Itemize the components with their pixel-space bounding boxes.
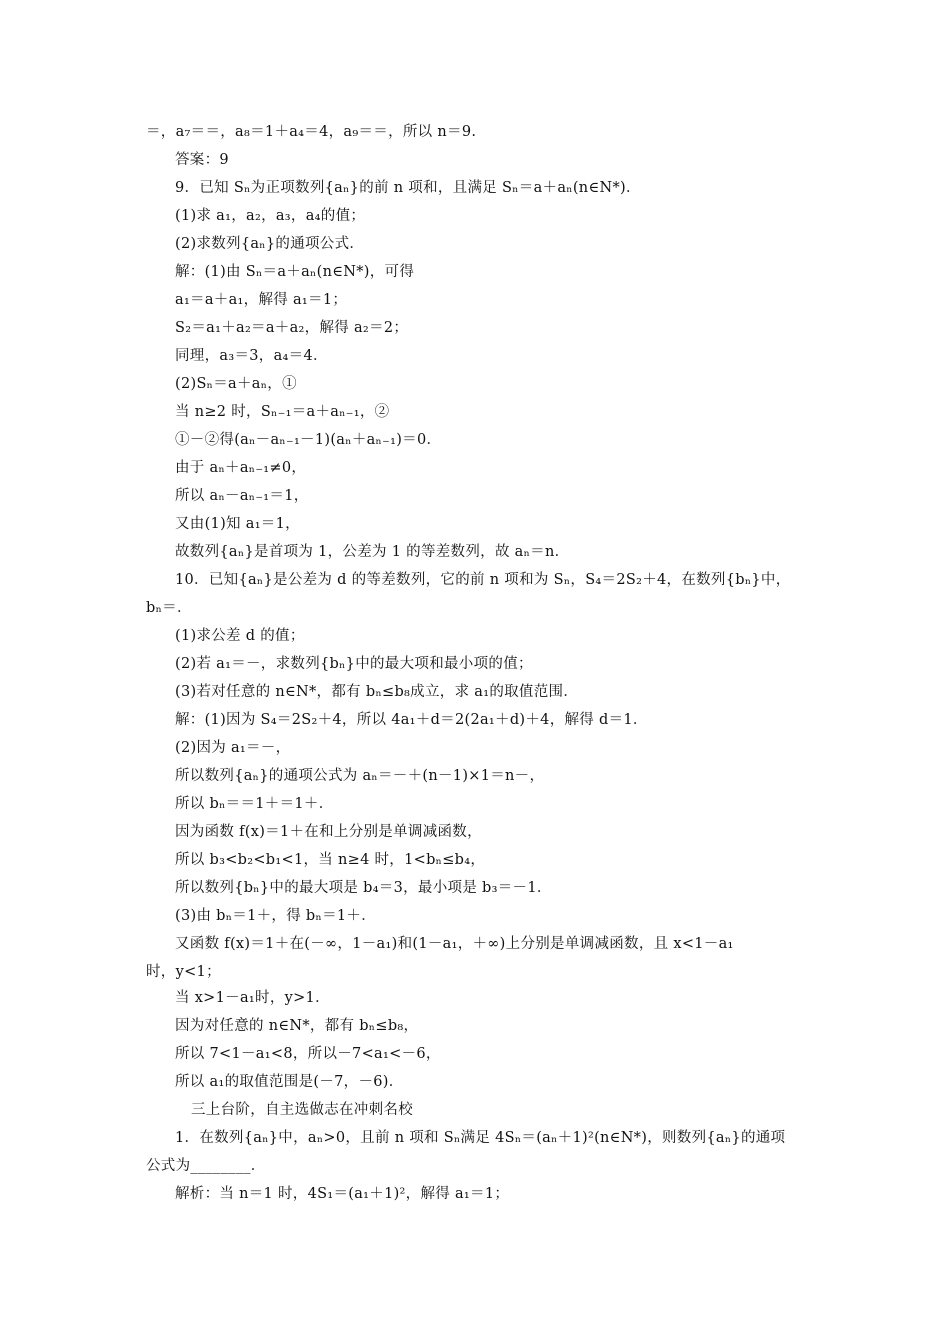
text-line: 又函数 f(x)＝1＋在(－∞，1－a₁)和(1－a₁，＋∞)上分别是单调减函数，且 x<1－a₁ bbox=[175, 936, 734, 952]
text-line: 因为对任意的 n∈N*，都有 bₙ≤b₈， bbox=[175, 1018, 419, 1034]
text-line: S₂＝a₁＋a₂＝a＋a₂，解得 a₂＝2； bbox=[175, 320, 409, 336]
text-line: 答案：9 bbox=[175, 152, 229, 168]
text-line: 公式为________． bbox=[146, 1158, 266, 1174]
text-line: 同理，a₃＝3，a₄＝4． bbox=[175, 348, 328, 364]
section-heading: 所以 a₁的取值范围是(－7，－6)． bbox=[175, 1074, 404, 1090]
text-line: (2)求数列{aₙ}的通项公式． bbox=[175, 236, 365, 252]
text-line: 故数列{aₙ}是首项为 1，公差为 1 的等差数列，故 aₙ＝n． bbox=[175, 544, 570, 560]
text-line: (2)Sₙ＝a＋aₙ，① bbox=[175, 376, 297, 392]
text-line: 解：(1)由 Sₙ＝a＋aₙ(n∈N*)，可得 bbox=[175, 264, 415, 280]
text-line: 所以 b₃<b₂<b₁<1，当 n≥4 时，1<bₙ≤b₄， bbox=[175, 852, 486, 868]
text-line: 所以数列{aₙ}的通项公式为 aₙ＝－＋(n－1)×1＝n－， bbox=[175, 768, 545, 784]
text-line: 因为函数 f(x)＝1＋在和上分别是单调减函数， bbox=[175, 824, 482, 840]
text-line: 当 n≥2 时，Sₙ₋₁＝a＋aₙ₋₁，② bbox=[175, 404, 390, 420]
text-line: ＝，a₇＝＝，a₈＝1＋a₄＝4，a₉＝＝，所以 n＝9. bbox=[146, 124, 477, 140]
text-line: 解析：当 n＝1 时，4S₁＝(a₁＋1)²，解得 a₁＝1； bbox=[175, 1186, 510, 1202]
text-line: bₙ＝． bbox=[146, 600, 192, 616]
text-line: 10．已知{aₙ}是公差为 d 的等差数列，它的前 n 项和为 Sₙ，S₄＝2S₂＋4，在数列{bₙ}中， bbox=[175, 572, 791, 588]
text-line: 时，y<1； bbox=[146, 964, 221, 980]
text-line: ①－②得(aₙ－aₙ₋₁－1)(aₙ＋aₙ₋₁)＝0． bbox=[175, 432, 442, 448]
text-line: 三上台阶，自主选做志在冲刺名校 bbox=[191, 1102, 413, 1118]
text-line: a₁＝a＋a₁，解得 a₁＝1； bbox=[175, 292, 348, 308]
text-line: (1)求公差 d 的值； bbox=[175, 628, 305, 644]
text-line: 1．在数列{aₙ}中，aₙ>0，且前 n 项和 Sₙ满足 4Sₙ＝(aₙ＋1)²(n∈N*)，则数列{aₙ}的通项 bbox=[175, 1130, 786, 1146]
text-line: 所以 7<1－a₁<8，所以－7<a₁<－6， bbox=[175, 1046, 441, 1062]
text-line: 解：(1)因为 S₄＝2S₂＋4，所以 4a₁＋d＝2(2a₁＋d)＋4，解得 d＝1． bbox=[175, 712, 648, 728]
text-line: 所以 bₙ＝＝1＋＝1＋． bbox=[175, 796, 334, 812]
text-line: (2)因为 a₁＝－， bbox=[175, 740, 291, 756]
text-line: (3)若对任意的 n∈N*，都有 bₙ≤b₈成立，求 a₁的取值范围． bbox=[175, 684, 579, 700]
text-line: 又由(1)知 a₁＝1， bbox=[175, 516, 300, 532]
text-line: 由于 aₙ＋aₙ₋₁≠0， bbox=[175, 460, 307, 476]
text-line: (3)由 bₙ＝1＋，得 bₙ＝1＋． bbox=[175, 908, 377, 924]
text-line: 所以数列{bₙ}中的最大项是 b₄＝3，最小项是 b₃＝－1． bbox=[175, 880, 552, 896]
text-line: 9．已知 Sₙ为正项数列{aₙ}的前 n 项和，且满足 Sₙ＝a＋aₙ(n∈N*)． bbox=[175, 180, 641, 196]
text-line: (1)求 a₁，a₂，a₃，a₄的值； bbox=[175, 208, 366, 224]
text-line: 所以 aₙ－aₙ₋₁＝1， bbox=[175, 488, 309, 504]
text-line: (2)若 a₁＝－，求数列{bₙ}中的最大项和最小项的值； bbox=[175, 656, 533, 672]
text-line: 当 x>1－a₁时，y>1． bbox=[175, 990, 330, 1006]
